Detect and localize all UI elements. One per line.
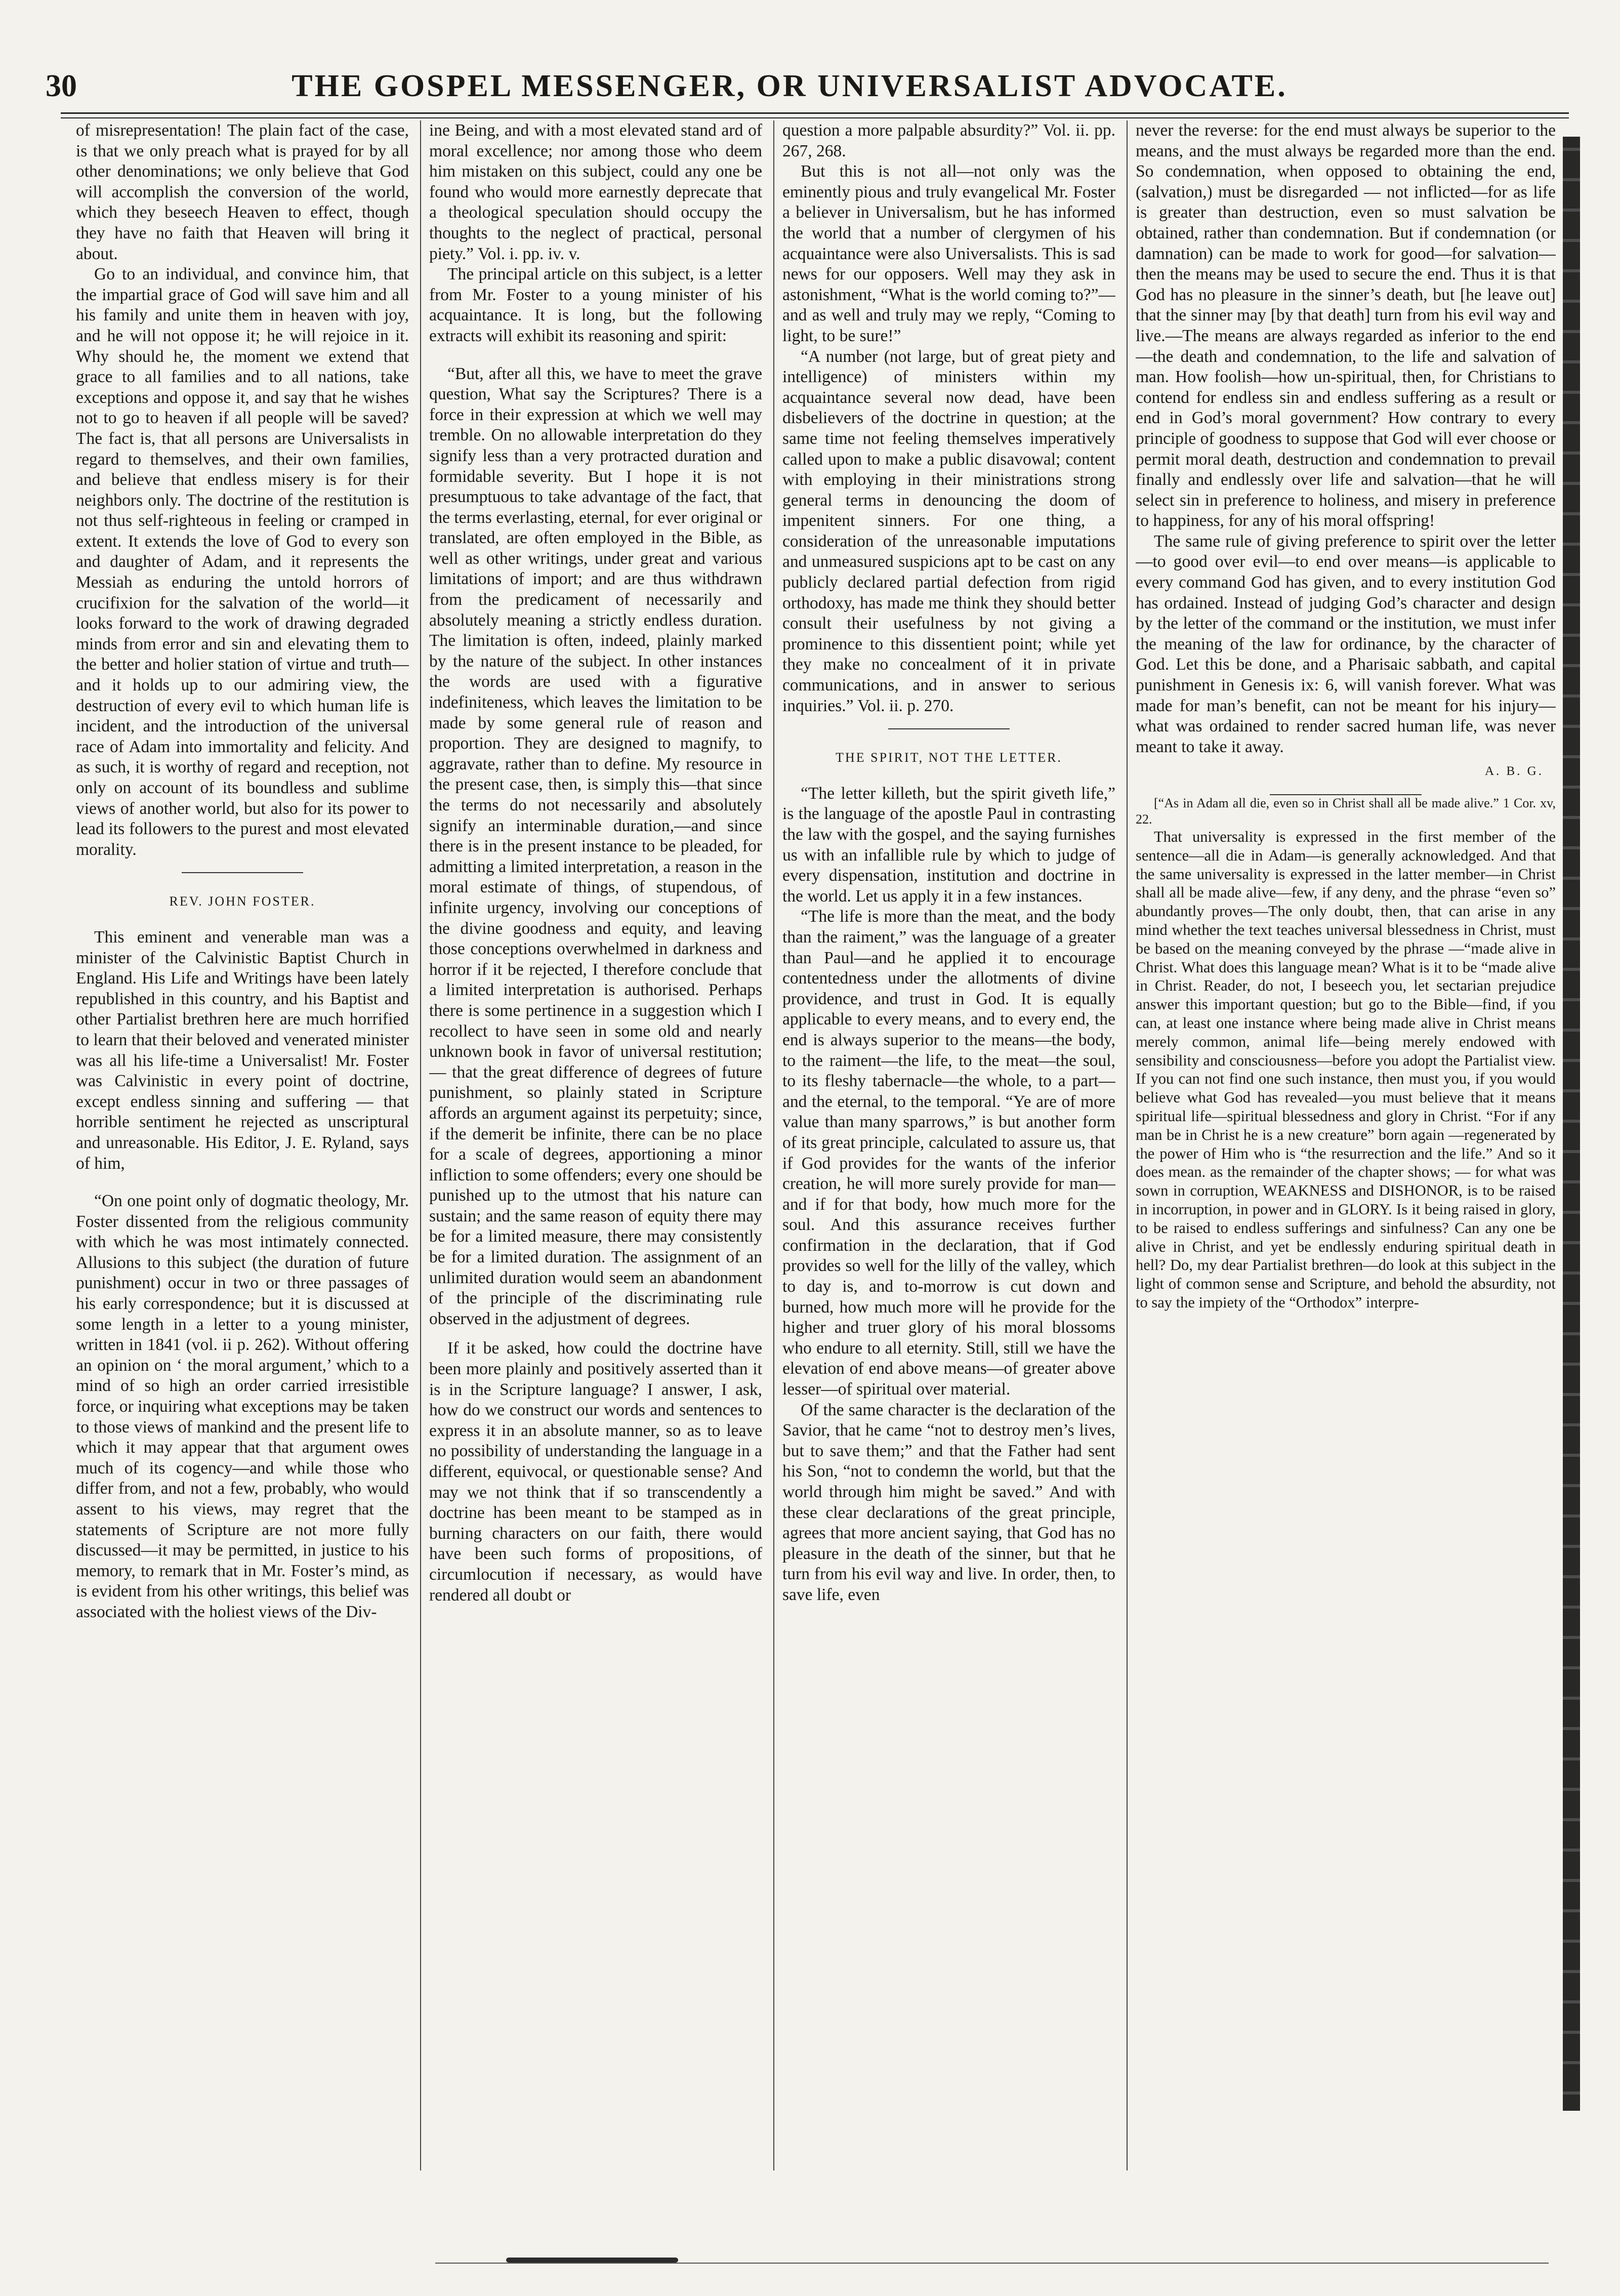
- bottom-rule: [435, 2263, 1549, 2264]
- masthead-rule: [61, 112, 1569, 118]
- paragraph: The same rule of giving preference to spirit over the letter—to good over evil—to end over means—is applicable to every command God has given, and to every institution God has ordained. Instead of judging God’s character and design by the letter of the command or the institution, we must infer the meaning of the law for ordinance, by the character of God. Let this be done, and a Pharisaic sabbath, and capital punishment in Genesis ix: 6, will vanish forever. What was made for man’s benefit, can not be meant for his injury—what was ordained to render sacred human life, was never meant to take it away.: [1136, 531, 1556, 756]
- column-separator: [773, 120, 774, 2170]
- bottom-ink-mark: [506, 2258, 678, 2263]
- paragraph: “The life is more than the meat, and the body than the raiment,” was the language of a greater than Paul—and he applied it to encourage contentedness under the allotments of divine providence, and trust in God. It is equally applicable to every means, and to every end, the end is always superior to the means—the body, to the raiment—the life, to the meat—the soul, to its fleshy tabernacle—the whole, to a part—and the eternal, to the temporal. “Ye are of more value than many sparrows,” is but another form of its great principle, calculated to assure us, that if God provides for the wants of the inferior creation, he will more surely provide for man—and if for that body, how much more for the soul. And this assurance receives further confirmation in the declaration, that if God provides so well for the lilly of the valley, which to day is, and to-morrow is cut down and burned, how much more will he provide for the higher and truer glory of his moral blossoms who endure to all eternity. Still, still we have the elevation of end above means—of greater above lesser—of spiritual over material.: [782, 907, 1115, 1399]
- column-4: [1136, 120, 1556, 2176]
- paragraph: question a more palpable absurdity?” Vol. ii. pp. 267, 268.: [782, 121, 1115, 160]
- article-heading-spirit-not-letter: THE SPIRIT, NOT THE LETTER.: [836, 750, 1062, 765]
- binding-edge-shadow: [1563, 137, 1580, 2111]
- masthead: [46, 68, 1533, 114]
- paragraph: Go to an individual, and convince him, that the impartial grace of God will save him and all his family and unite them in heaven with joy, and he will not oppose it; he will rejoice in it. Why should he, the moment we extend that grace to all families and to all nations, take exceptions and oppose it, and say that he wishes not to go to heaven if all people will be saved? The fact is, that all persons are Universalists in regard to themselves, and their own families, and believe that endless misery is for their neighbors only. The doctrine of the restitution is not thus self-righteous in feeling or cramped in extent. It extends the love of God to every son and daughter of Adam, and it represents the Messiah as enduring the untold horrors of crucifixion for the salvation of the world—it looks forward to the work of drawing degraded minds from error and sin and elevating them to the better and holier station of virtue and truth—and it holds up to our admiring view, the destruction of every evil to which human life is incident, and the introduction of the universal race of Adam into immortality and felicity. And as such, it is worthy of regard and reception, not only on account of its boundless and sublime views of another world, but also for its power to lead its followers to the purest and most elevated morality.: [76, 265, 409, 859]
- paragraph: of misrepresentation! The plain fact of the case, is that we only preach what is prayed for by all other denominations; we only believe that God will accomplish the conversion of the world, which they beseech Heaven to effect, though they have no faith that Heaven will bring it about.: [76, 121, 409, 263]
- quoted-paragraph: “On one point only of dogmatic theology, Mr. Foster dissented from the religious community with which he was most intimately connected. Allusions to this subject (the duration of future punishment) occur in two or three passages of his early correspondence; but it is discussed at some length in a letter to a young minister, written in 1841 (vol. ii p. 262). Without offering an opinion on ‘ the moral argument,’ which to a mind of so high an order carried irresistible force, or inquiring what exceptions may be taken to those views of mankind and the present life to which it may appear that that argument owes much of its cogency—and while those who differ from, and not a few, probably, who would assent to his views, may regret that the statements of Scripture are not more fully discussed—it may be permitted, in justice to his memory, to remark that in Mr. Foster’s mind, as is evident from his other writings, this belief was associated with the holiest views of the Div-: [76, 1192, 409, 1621]
- section-divider: [182, 872, 303, 873]
- column-separator: [420, 120, 421, 2170]
- paragraph: never the reverse: for the end must always be superior to the means, and the must always be regarded more than the end. So condemnation, when opposed to obtaining the end, (salvation,) must be disregarded — not inflicted—for as life is greater than destruction, even so must salvation be obtained, rather than condemnation. But if condemnation (or damnation) can be made to work for good—for salvation—then the means may be used to secure the end. Thus it is that God has no pleasure in the sinner’s death, but [he leave out] that the sinner may [by that death] turn from his evil way and live.—The means are always regarded as inferior to the end—the death and condemnation, to the life and salvation of man. How foolish—how un-spiritual, then, for Christians to contend for endless sin and endless suffering as a result or end in God’s moral government? How contrary to every principle of goodness to suppose that God will ever choose or permit moral death, destruction and condemnation to prevail finally and endlessly over life and salvation—that he will select sin in preference to holiness, and misery in preference to happiness, for any of his moral offspring!: [1136, 121, 1556, 530]
- paragraph: This eminent and venerable man was a minister of the Calvinistic Baptist Church in England. His Life and Writings have been lately republished in this country, and his Baptist and other Partialist brethren here are much horrified to learn that their beloved and venerated minister was all his life-time a Universalist! Mr. Foster was Calvinistic in every point of doctrine, except endless sinning and suffering — that horrible sentiment he rejected as unscriptural and unreasonable. His Editor, J. E. Ryland, says of him,: [76, 927, 409, 1173]
- column-separator: [1127, 120, 1128, 2170]
- column-1: [76, 120, 409, 2176]
- epigraph-quote: [“As in Adam all die, even so in Christ shall all be made alive.” 1 Cor. xv, 22.: [1136, 796, 1556, 827]
- paragraph: But this is not all—not only was the eminently pious and truly evangelical Mr. Foster a believer in Universalism, but he has informed the world that a number of clergymen of his acquaintance were also Universalists. This is sad news for our opposers. Well may they ask in astonishment, “What is the world coming to?”—and as well and truly may we reply, “Coming to light, to be sure!”: [782, 162, 1115, 345]
- column-3: [782, 120, 1115, 2176]
- author-signature: A. B. G.: [1484, 764, 1544, 778]
- paragraph: The principal article on this subject, is a letter from Mr. Foster to a young minister of his acquaintance. It is long, but the following extracts will exhibit its reasoning and spirit:: [429, 265, 762, 345]
- section-divider: [888, 728, 1010, 729]
- running-head-title: THE GOSPEL MESSENGER, OR UNIVERSALIST ADVOCATE.: [292, 69, 1287, 103]
- paragraph: ine Being, and with a most elevated stand ard of moral excellence; nor among those who deem him mistaken on this subject, could any one be found who would more earnestly deprecate that a theological speculation should occupy the thoughts to the neglect of practical, personal piety.” Vol. i. pp. iv. v.: [429, 121, 762, 263]
- column-2: [429, 120, 762, 2176]
- paragraph: If it be asked, how could the doctrine have been more plainly and positively asserted than it is in the Scripture language? I answer, I ask, how do we construct our words and sentences to express it in an absolute manner, so as to leave no possibility of understanding the language in a different, equivocal, or questionable sense? And may we not think that if so transcendently a doctrine has been meant to be stamped as in burning characters on our faith, there would have been such forms of propositions, of circumlocution if necessary, as would have rendered all doubt or: [429, 1339, 762, 1605]
- paragraph: Of the same character is the declaration of the Savior, that he came “not to destroy men’s lives, but to save them;” and that the Father had sent his Son, “not to condemn the world, but that the world through him might be saved.” And with these clear declarations of the great principle, agrees that more ancient saying, that God has no pleasure in the death of the sinner, but that he turn from his evil way and live. In order, then, to save life, even: [782, 1400, 1115, 1604]
- quoted-paragraph: “But, after all this, we have to meet the grave question, What say the Scriptures? There is a force in their expression at which we well may tremble. On no allowable interpretation do they signify less than a very protracted duration and formidable severity. But I hope it is not presumptuous to take advantage of the fact, that the terms everlasting, eternal, for ever original or translated, are often employed in the Bible, as well as other writings, under great and various limitations of import; and are thus withdrawn from the predicament of necessarily and absolutely meaning a strictly endless duration. The limitation is often, indeed, plainly marked by the nature of the subject. In other instances the words are used with a figurative indefiniteness, which leaves the limitation to be made by some general rule of reason and proportion. They are designed to magnify, to aggravate, rather than to define. My resource in the present case, then, is simply this—that since the terms do not necessarily and absolutely signify an interminable duration,—and since there is in the present instance to be pleaded, for admitting a limited interpretation, a reason in the moral estimate of things, of stupendous, of infinite urgency, involving our conceptions of the divine goodness and equity, and leaving those conceptions overwhelmed in darkness and horror if it be rejected, I therefore conclude that a limited interpretation is authorised. Perhaps there is some pertinence in a suggestion which I recollect to have seen in some old and nearly unknown book in favor of universal restitution; — that the great difference of degrees of future punishment, so plainly stated in Scripture affords an argument against its perpetuity; since, if the demerit be infinite, there can be no place for a scale of degrees, apportioning a minor infliction to some offenders; every one should be punished up to the utmost that his nature can sustain; and the same reason of equity there may be for a limited measure, there may consistently be for a limited duration. The assignment of an unlimited duration would seem an abandonment of the principle of the discriminating rule observed in the adjustment of degrees.: [429, 364, 762, 1328]
- quoted-paragraph: “A number (not large, but of great piety and intelligence) of ministers within my acquaintance several now dead, have been disbelievers of the doctrine in question; at the same time not feeling themselves imperatively called upon to make a public disavowal; content with employing in their ministrations strong general terms in denouncing the doom of impenitent sinners. For one thing, a consideration of the unreasonable imputations and unmeasured suspicions apt to be cast on any publicly declared partial defection from rigid orthodoxy, has made me think they should better consult their usefulness by not giving a prominence to this dissentient point; while yet they make no concealment of it in private communications, and in answer to serious inquiries.” Vol. ii. p. 270.: [782, 347, 1115, 715]
- page-number: 30: [46, 69, 77, 103]
- paragraph: That universality is expressed in the first member of the sentence—all die in Adam—is generally acknowledged. And that the same universality is expressed in the latter member—in Christ shall all be made alive—few, if any deny, and the phrase “even so” abundantly proves—The only doubt, then, that can arise in any mind whether the text teaches universal blessedness in Christ, must be based on the meaning conveyed by the phrase —“made alive in Christ. What does this language mean? What is it to be “made alive in Christ. Reader, do not, I beseech you, let sectarian prejudice answer this important question; but go to the Bible—find, if you can, at least one instance where being made alive in Christ means merely common, animal life—being merely endowed with sensibility and consciousness—before you adopt the Partialist view. If you can not find one such instance, then must you, if you would believe what God has revealed—you must believe that it means spiritual life—spiritual blessedness and glory in Christ. “For if any man be in Christ he is a new creature” born again —regenerated by the power of Him who is “the resurrection and the life.” And so it does mean. as the remainder of the chapter shows; — for what was sown in corruption, WEAKNESS and DISHONOR, is to be raised in incorruption, in power and in GLORY. Is it being raised in glory, to be raised to endless sufferings and sinfulness? Can any one be alive in Christ, and yet be endlessly enduring spiritual death in hell? Do, my dear Partialist brethren—do look at this subject in the light of common sense and Scripture, and behold the absurdity, not to say the impiety of the “Orthodox” interpre-: [1136, 828, 1556, 1311]
- article-heading-john-foster: REV. JOHN FOSTER.: [169, 894, 316, 909]
- paragraph: “The letter killeth, but the spirit giveth life,” is the language of the apostle Paul in contrasting the law with the gospel, and the saying furnishes us with an infallible rule by which to judge of every dispensation, institution and doctrine in the world. Let us apply it in a few instances.: [782, 784, 1115, 906]
